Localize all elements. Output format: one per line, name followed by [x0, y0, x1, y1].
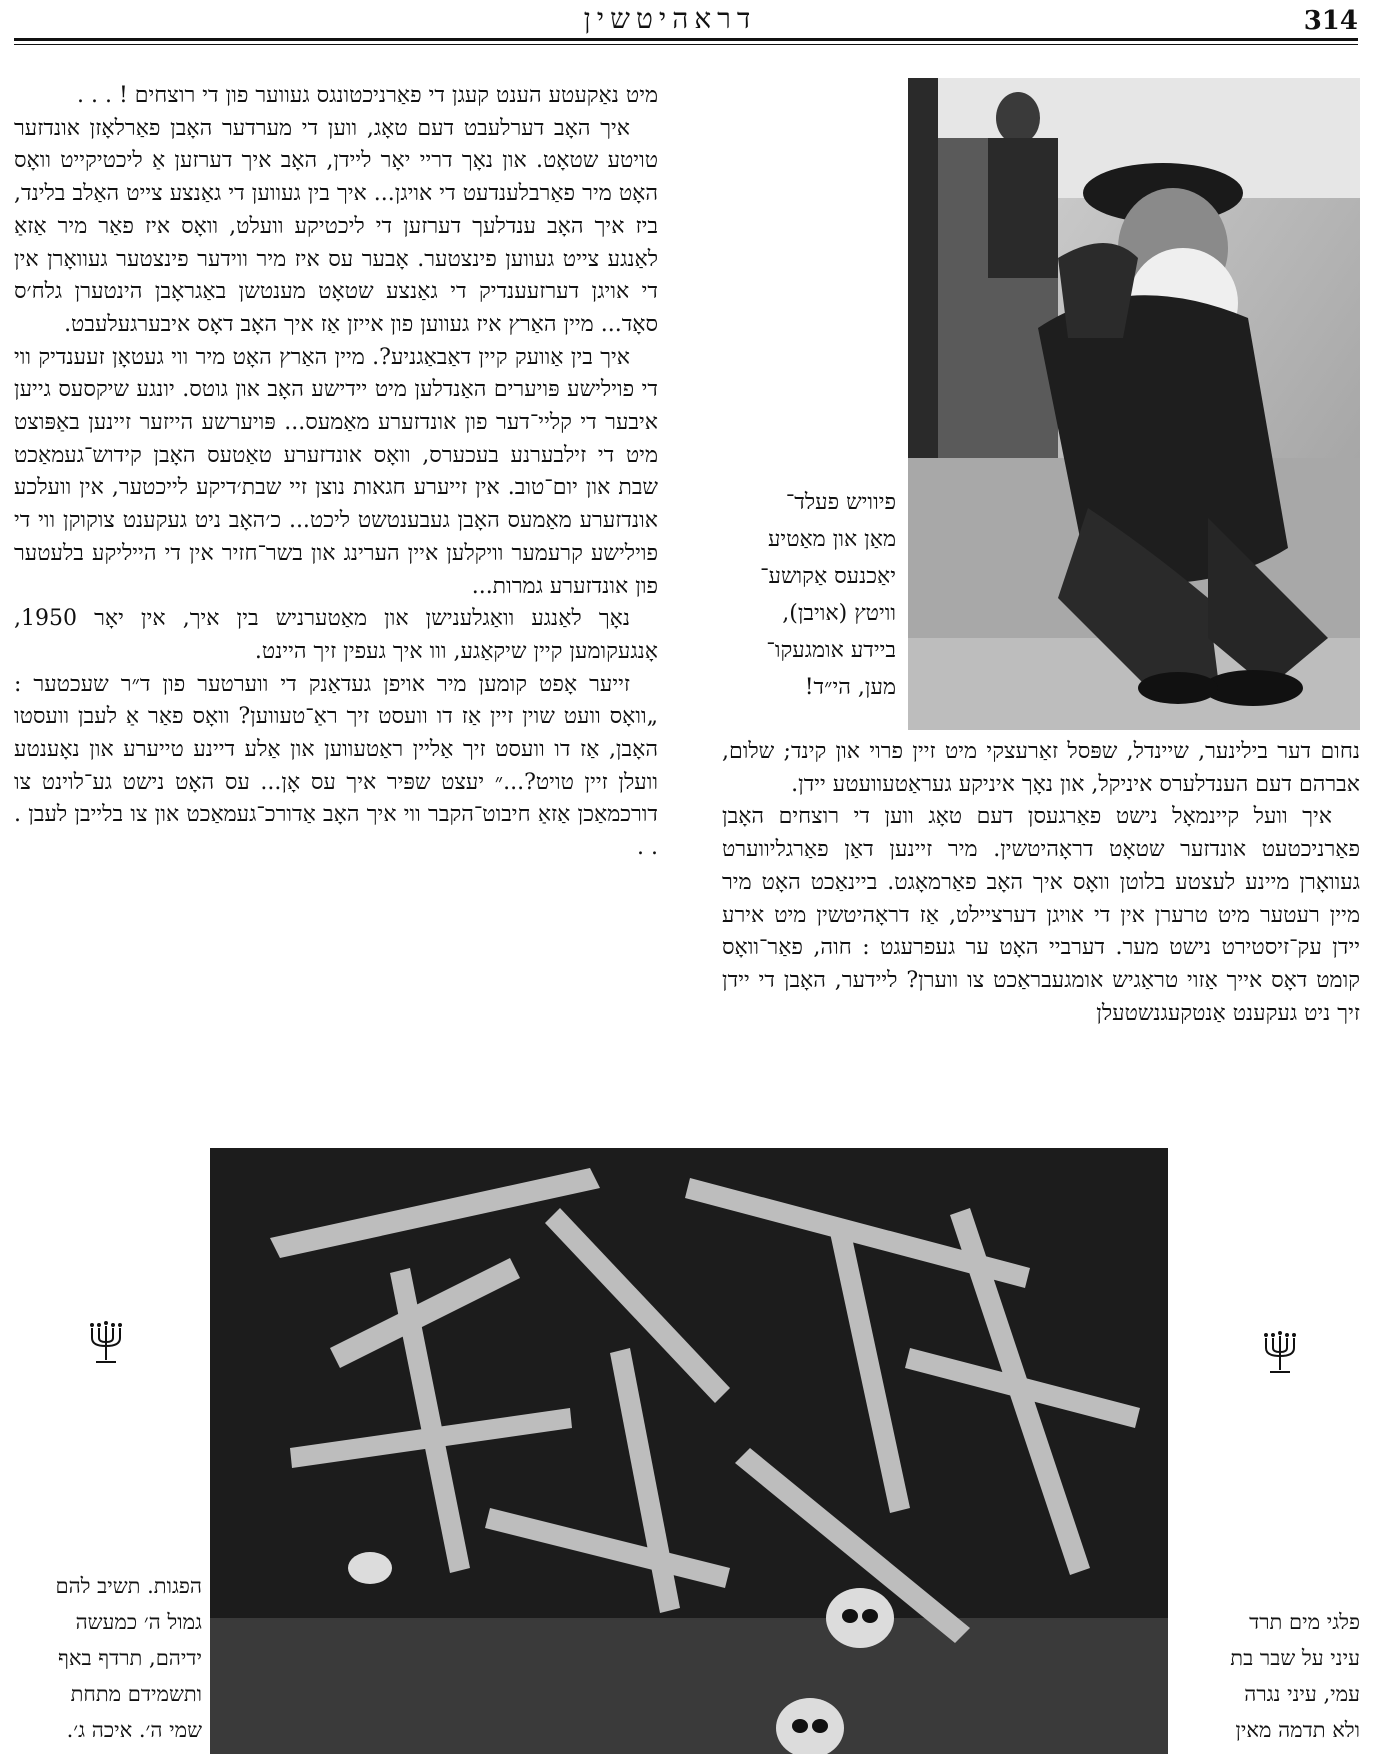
- photo-elderly-man: [908, 78, 1360, 730]
- menorah-icon: [88, 1320, 124, 1368]
- paragraph: איך בין אַוועק קיין דאַבאַגניע?. מיין האַרץ האָט מיר ווי געטאָן זעענדיק ווי די פוילישע פּויערים האַנדלען מיט יידישע האָב און גוטס. יונגע שיקסעס גייען איבער די קליי־דער פון אונדזערע מאַמעס... פּויערשע הייזער זיינען באַפּוצט מיט די זילבערנע בעכערס, וואָס אונדזערע טאַטעס האָבן קידוש־געמאַכט שבת און יום־טוב. אין זייערע חגאות נוצן זיי שבת׳דיקע לייכטער, אין וועלכע אונדזערע מאַמעס האָבן געבענטשט ליכט... כ׳האָב ניט געקענט צוקוקן ווי די פוילישע קרעמער וויקלען איין הערינג און בשר־חזיר אין די הייליקע בלעטער פון אונדזערע גמרות...: [14, 344, 658, 599]
- verse-right: [1180, 1604, 1360, 1748]
- running-title: דראהיטשין: [583, 2, 757, 35]
- verse-line: פלגי מים תרד: [1249, 1610, 1360, 1634]
- photo-caption: [724, 484, 896, 706]
- photo-caption-line: מען, הי״ד!: [804, 675, 896, 700]
- paragraph: איך האָב דערלעבט דעם טאָג, ווען די מערדער האָבן פאַרלאָזן אונדזער טויטע שטאָט. און נאָך דריי יאָר ליידן, האָב איך דערזען אַ ליכטיקייט וואָס האָט מיר פאַרבלענדעט די אויגן... איך בין געווען די גאַנצע צייט האַלב בלינד, ביז איך האָב ענדלעך דערזען די ליכטיקע וועלט, וואָס איז פאַר מיר אַזאַ לאַנגע צייט געווען פינצטער. אָבער עס איז מיר ווידער פינצטער געוואָרן אין די אויגן דערזעענדיק די גאַנצע שטאָט מענטשן באַגראָבן הינטערן גלח׳ס סאָד... מיין האַרץ איז געווען פון אייזן אַז איך האָב דאָס איבערגעלעבט.: [14, 115, 658, 337]
- right-text-column: [722, 736, 1360, 1030]
- photo-elderly-man-image: [908, 78, 1360, 730]
- photo-caption-line: יאַכנעס אַקושע־: [760, 564, 896, 589]
- verse-left: [6, 1568, 202, 1748]
- photo-caption-line: וויטץ (אויבן),: [782, 601, 896, 626]
- verse-line: עיני על שבר בת: [1230, 1646, 1360, 1670]
- paragraph: מיט נאַקעטע הענט קעגן די פאַרניכטונגס געווער פון די רוצחים ! . . .: [76, 83, 658, 108]
- verse-line: ידיהם, תרדף באף: [57, 1646, 202, 1670]
- photo-bones-pile-image: [210, 1148, 1168, 1754]
- photo-caption-line: מאַן און מאַטיע: [767, 527, 896, 552]
- verse-line: ולא תדמה מאין: [1235, 1718, 1360, 1742]
- header-rule-thick: [14, 38, 1358, 41]
- paragraph: איך וועל קיינמאָל נישט פאַרגעסן דעם טאָג ווען די רוצחים האָבן פאַרניכטעט אונדזער שטאָט דראָהיטשין. מיר זיינען דאַן פאַרגליווערט געוואָרן מיינע לעצטע בלוטן וואָס איך האָב פאַרמאָגט. ביינאַכט האָט מיר מיין רעטער מיט טרערן אין די אויגן דערציילט, אַז דראָהיטשין מיט אירע יידן עק־זיסטירט נישט מער. דערביי האָט ער געפרעגט : חוה, פאַר־וואָס קומט דאָס אייך אַזוי טראַגיש אומגעבראַכט צו ווערן? ליידער, האָבן די יידן זיך ניט געקענט אַנטקעגנשטעלן: [722, 804, 1360, 1026]
- verse-line: שמי ה׳. איכה ג׳.: [66, 1718, 202, 1742]
- menorah-icon: [1262, 1330, 1298, 1378]
- paragraph: נאָך לאַנגע וואַגלענישן און מאַטערניש בין איך, אין יאָר 1950, אָנגעקומען קיין שיקאַגע, ווו איך געפין זיך היינט.: [14, 606, 658, 664]
- page-number: 314: [1303, 6, 1358, 36]
- photo-bones-pile: [210, 1148, 1168, 1754]
- paragraph: נחום דער בילינער, שיינדל, שפּסל זאַרעצקי מיט זיין פרוי און קינד; שלום, אברהם דעם הענדלערס איניקל, און נאָך איניקע געראַטעוועטע יידן.: [722, 739, 1360, 797]
- header-rule-thin: [14, 44, 1358, 45]
- paragraph: זייער אָפט קומען מיר אויפן געדאַנק די ווערטער פון ד״ר שעכטער : „וואָס וועט שוין זיין אַז דו וועסט זיך ראַ־טעווען? וואָס פאַר אַ לעבן וועסטו האָבן, אַז דו וועסט זיך אַליין ראַטעווען און אַלע דיינע טייערע און נאָענטע וועלן זיין טויט?...״ יעצט שפּיר איך עס אָן... עס האָט נישט גע־לוינט צו דורכמאַכן אַזאַ חיבוט־הקבר ווי איך האָב אַדורכ־געמאַכט און צו בלייבן לעבן . . .: [14, 671, 658, 861]
- verse-line: גמול ה׳ כמעשה: [75, 1610, 202, 1634]
- left-text-column: [14, 80, 658, 865]
- photo-caption-line: ביידע אומגעקו־: [766, 638, 896, 663]
- verse-line: הפגות. תשיב להם: [55, 1574, 202, 1598]
- photo-caption-line: פיוויש פעלד־: [785, 490, 896, 515]
- verse-line: ותשמידם מתחת: [70, 1682, 202, 1706]
- verse-line: עמי, עיני נגרה: [1244, 1682, 1360, 1706]
